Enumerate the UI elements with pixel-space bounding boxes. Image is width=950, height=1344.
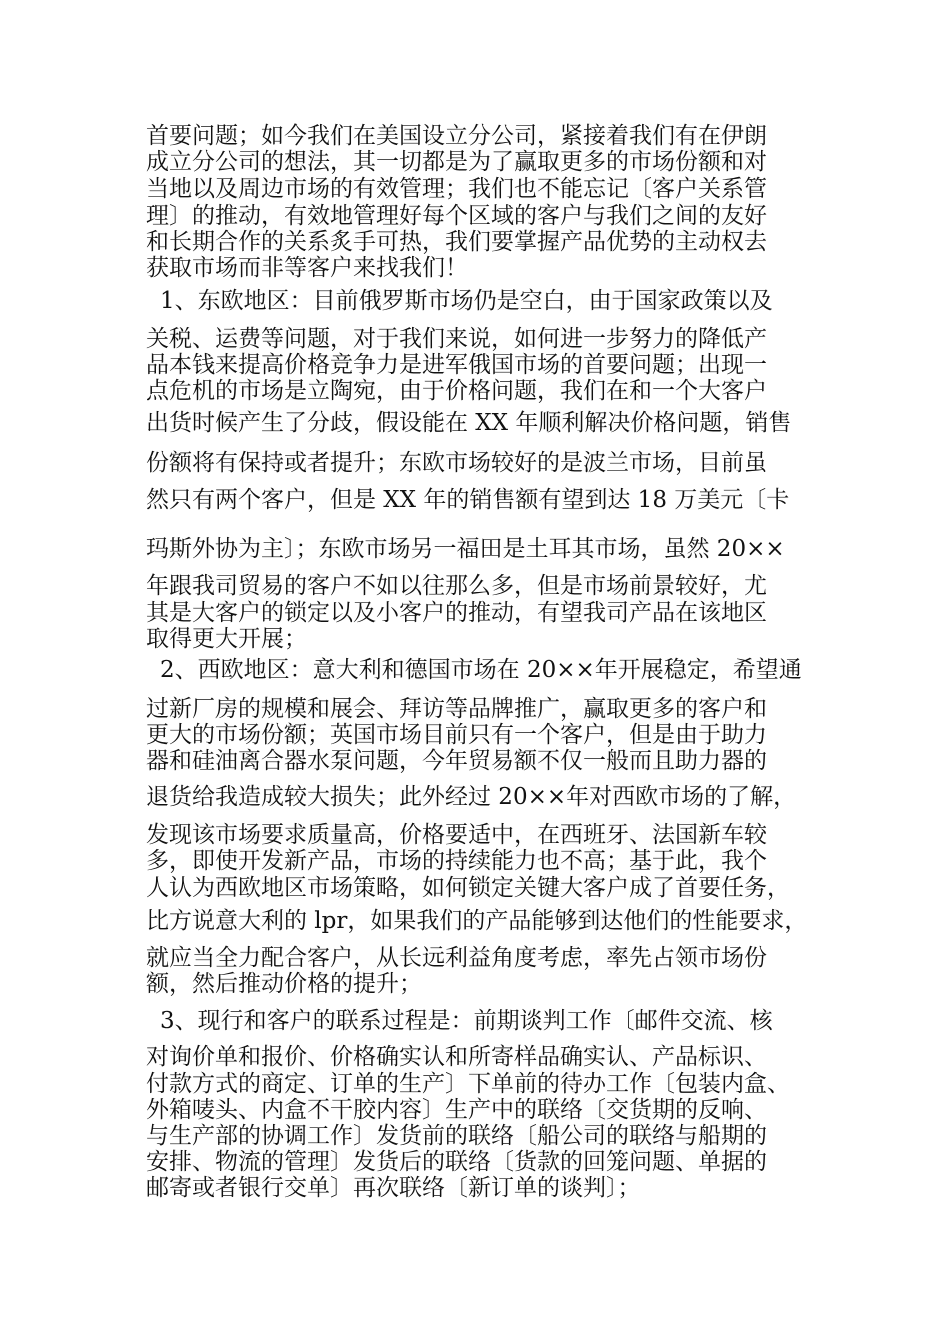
text-line: 品本钱来提高价格竞争力是进军俄国市场的首要问题；出现一: [146, 352, 767, 378]
text-line: 对询价单和报价、价格确实认和所寄样品确实认、产品标识、: [146, 1044, 767, 1070]
text-line: 人认为西欧地区市场策略，如何锁定关键大客户成了首要任务，: [146, 875, 790, 901]
text-line: 然只有两个客户，但是 XX 年的销售额有望到达 18 万美元〔卡: [146, 487, 790, 513]
text-line: 付款方式的商定、订单的生产〕下单前的待办工作〔包装内盒、: [146, 1071, 790, 1097]
text-line: 首要问题；如今我们在美国设立分公司，紧接着我们有在伊朗: [146, 123, 767, 149]
text-line: 当地以及周边市场的有效管理；我们也不能忘记〔客户关系管: [146, 176, 767, 202]
text-line: 出货时候产生了分歧，假设能在 XX 年顺利解决价格问题，销售: [146, 410, 792, 436]
text-line: 更大的市场份额；英国市场目前只有一个客户，但是由于助力: [146, 722, 767, 748]
text-line: 成立分公司的想法，其一切都是为了赢取更多的市场份额和对: [146, 149, 767, 175]
text-line: 多，即使开发新产品，市场的持续能力也不高；基于此，我个: [146, 848, 767, 874]
section-heading-western-europe: 2、西欧地区：意大利和德国市场在 20××年开展稳定，希望通: [160, 657, 802, 683]
text-line: 额，然后推动价格的提升；: [146, 971, 422, 997]
section-heading-customer-contact: 3、现行和客户的联系过程是：前期谈判工作〔邮件交流、核: [160, 1008, 773, 1034]
text-line: 比方说意大利的 lpr，如果我们的产品能够到达他们的性能要求，: [146, 908, 808, 934]
text-line: 取得更大开展；: [146, 626, 307, 652]
text-line: 发现该市场要求质量高，价格要适中，在西班牙、法国新车较: [146, 822, 767, 848]
text-line: 就应当全力配合客户，从长远利益角度考虑，率先占领市场份: [146, 945, 767, 971]
text-line: 安排、物流的管理〕发货后的联络〔货款的回笼问题、单据的: [146, 1149, 767, 1175]
text-line: 和长期合作的关系炙手可热，我们要掌握产品优势的主动权去: [146, 229, 767, 255]
text-line: 退货给我造成较大损失；此外经过 20××年对西欧市场的了解，: [146, 784, 797, 810]
text-line: 获取市场而非等客户来找我们！: [146, 255, 468, 281]
text-line: 份额将有保持或者提升；东欧市场较好的是波兰市场，目前虽: [146, 450, 767, 476]
text-line: 器和硅油离合器水泵问题，今年贸易额不仅一般而且助力器的: [146, 748, 767, 774]
text-line: 外箱唛头、内盒不干胶内容〕生产中的联络〔交货期的反响、: [146, 1097, 767, 1123]
text-line: 玛斯外协为主〕；东欧市场另一福田是土耳其市场，虽然 20××: [146, 536, 785, 562]
text-line: 与生产部的协调工作〕发货前的联络〔船公司的联络与船期的: [146, 1123, 767, 1149]
text-line: 点危机的市场是立陶宛，由于价格问题，我们在和一个大客户: [146, 378, 767, 404]
text-line: 过新厂房的规模和展会、拜访等品牌推广，赢取更多的客户和: [146, 696, 767, 722]
text-line: 年跟我司贸易的客户不如以往那么多，但是市场前景较好，尤: [146, 573, 767, 599]
text-line: 邮寄或者银行交单〕再次联络〔新订单的谈判〕；: [146, 1175, 641, 1201]
text-line: 其是大客户的锁定以及小客户的推动，有望我司产品在该地区: [146, 600, 767, 626]
text-line: 理〕的推动，有效地管理好每个区域的客户与我们之间的友好: [146, 203, 767, 229]
text-line: 关税、运费等问题，对于我们来说，如何进一步努力的降低产: [146, 326, 767, 352]
section-heading-eastern-europe: 1、东欧地区：目前俄罗斯市场仍是空白，由于国家政策以及: [160, 288, 773, 314]
